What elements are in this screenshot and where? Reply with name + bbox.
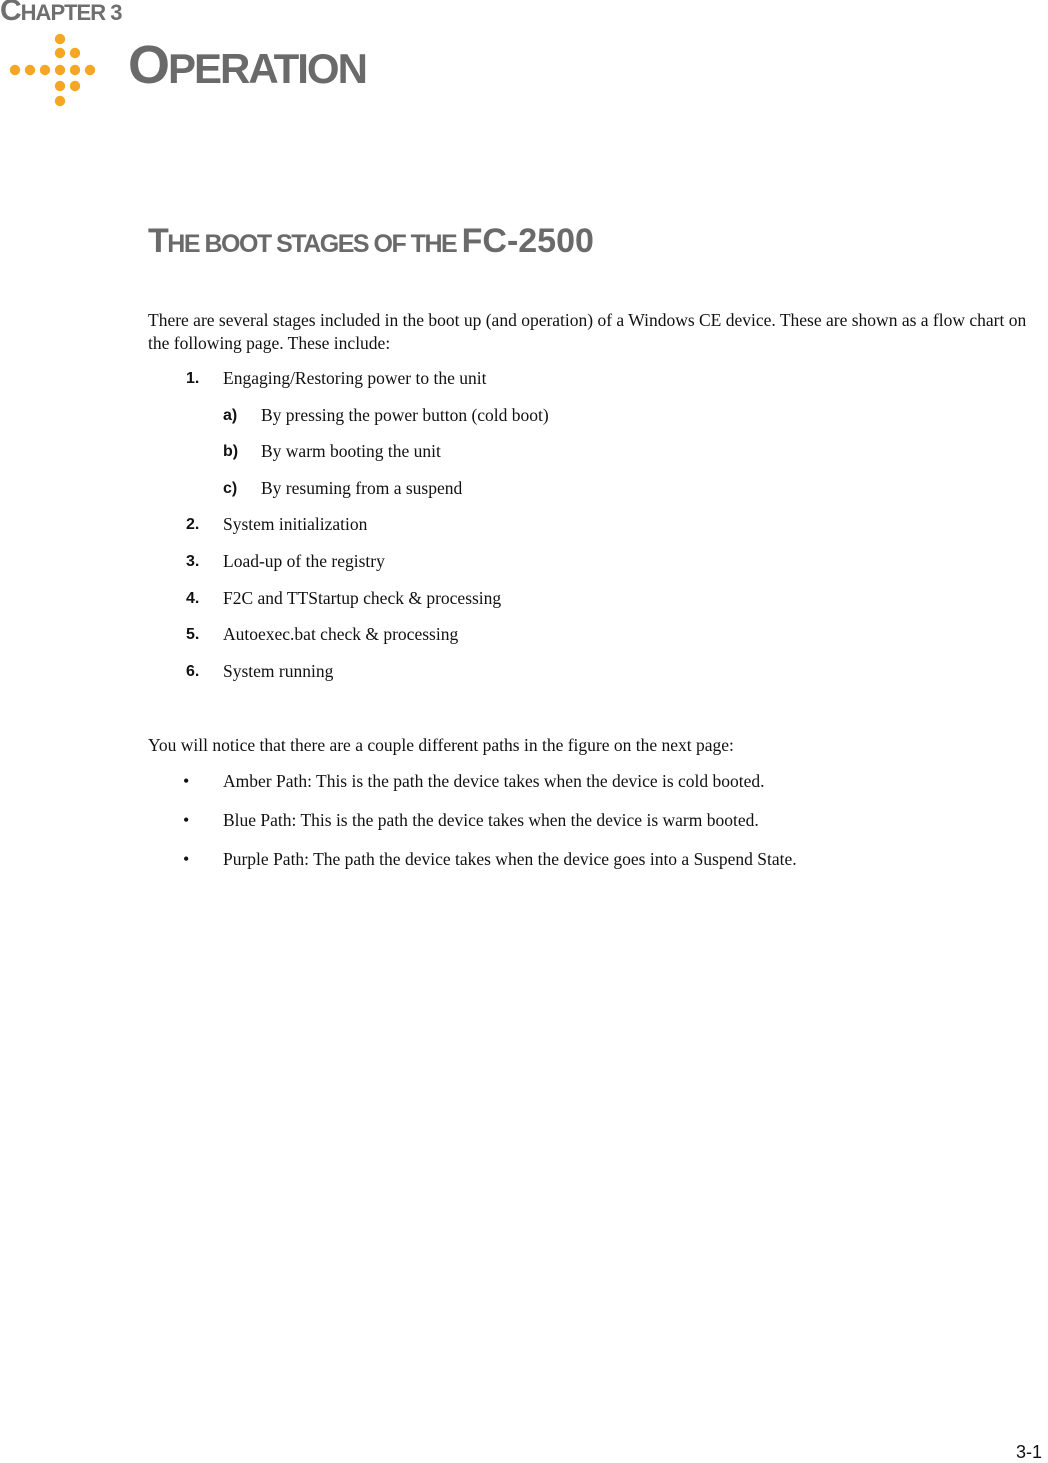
list-item	[0, 514, 1048, 538]
list-text: Engaging/Restoring power to the unit	[223, 368, 487, 388]
list-number: b)	[223, 443, 239, 460]
list-item	[0, 588, 1048, 612]
list-text: System running	[223, 661, 334, 681]
list-text: By resuming from a suspend	[261, 478, 463, 498]
list-number: 1.	[186, 370, 200, 387]
list-number: 6.	[186, 663, 200, 680]
list-item	[0, 551, 1048, 575]
list-item	[0, 405, 1048, 429]
list-text: System initialization	[223, 514, 368, 534]
page-number: 3-1	[1015, 1442, 1042, 1462]
list-text: Amber Path: This is the path the device takes when the device is cold booted.	[223, 771, 765, 791]
bullet-icon: •	[183, 810, 190, 830]
list-text: By pressing the power button (cold boot)	[261, 405, 549, 425]
list-text: F2C and TTStartup check & processing	[223, 588, 502, 608]
list-text: Load-up of the registry	[223, 551, 385, 571]
chapter-title: OPERATION	[128, 35, 366, 95]
list-item	[0, 624, 1048, 648]
intro-paragraph: There are several stages included in the boot up (and operation) of a Windows CE device. These are shown as a flow chart on the following page. These include:	[148, 310, 1027, 353]
list-text: Blue Path: This is the path the device takes when the device is warm booted.	[223, 810, 759, 830]
bullet-icon: •	[183, 771, 190, 791]
list-number: 2.	[186, 516, 200, 533]
list-number: 3.	[186, 553, 200, 570]
chapter-label: CHAPTER 3	[0, 0, 122, 27]
list-item	[0, 368, 1048, 392]
list-text: Purple Path: The path the device takes when the device goes into a Suspend State.	[223, 849, 797, 869]
list-item	[0, 849, 1048, 873]
list-number: 5.	[186, 626, 200, 643]
list-number: c)	[223, 480, 238, 497]
dot-arrow-icon	[6, 30, 102, 110]
list-item	[0, 661, 1048, 685]
paths-intro-paragraph: You will notice that there are a couple different paths in the figure on the next page:	[148, 735, 734, 755]
list-number: a)	[223, 407, 238, 424]
list-text: Autoexec.bat check & processing	[223, 624, 459, 644]
section-title: THE BOOT STAGES OF THE FC-2500	[148, 222, 594, 260]
list-number: 4.	[186, 590, 200, 607]
list-item	[0, 771, 1048, 795]
list-item	[0, 810, 1048, 834]
bullet-icon: •	[183, 849, 190, 869]
list-text: By warm booting the unit	[261, 441, 441, 461]
list-item	[0, 441, 1048, 465]
list-item	[0, 478, 1048, 502]
